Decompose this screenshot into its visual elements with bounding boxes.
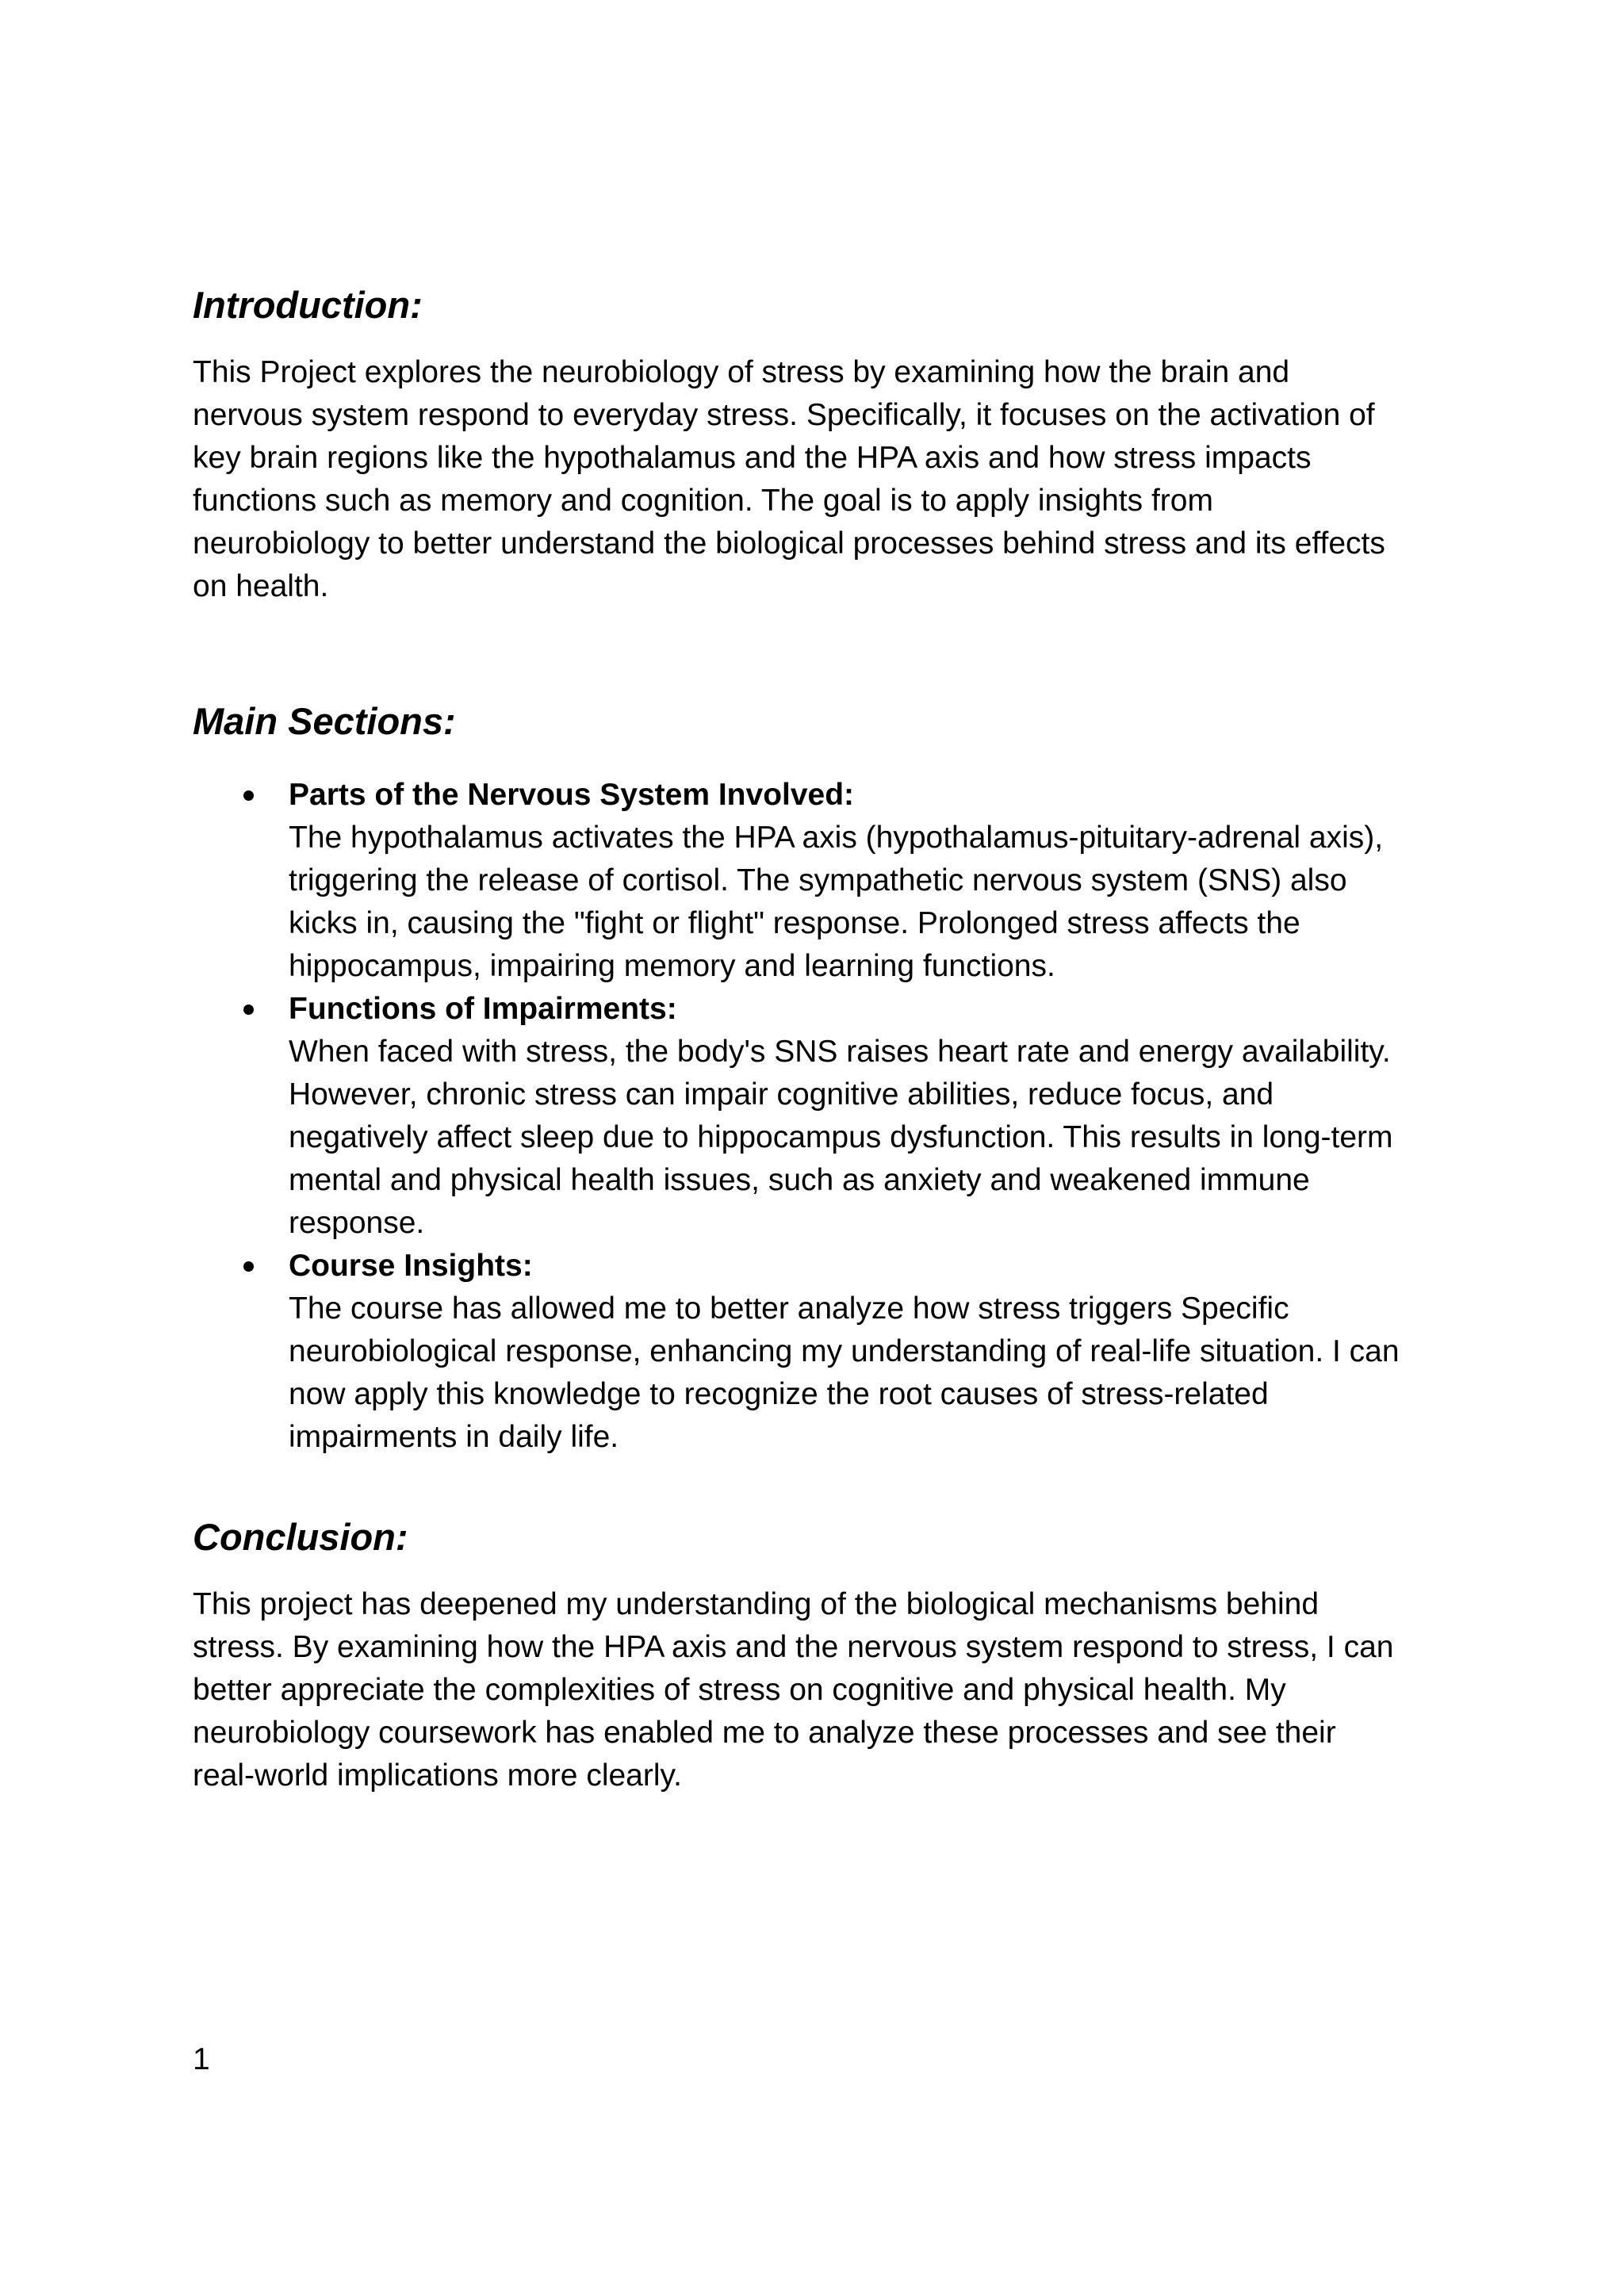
list-item-title: Functions of Impairments: [289, 992, 677, 1026]
paragraph-line: key brain regions like the hypothalamus and the HPA axis and how stress impacts [193, 441, 1312, 475]
paragraph-line: better appreciate the complexities of stress on cognitive and physical health. My [193, 1673, 1286, 1707]
bullet-icon [243, 1004, 254, 1015]
list-item-line: The hypothalamus activates the HPA axis (hypothalamus-pituitary-adrenal axis), [289, 821, 1384, 855]
conclusion-heading: Conclusion: [193, 1516, 408, 1558]
list-item-title: Course Insights: [289, 1249, 533, 1283]
paragraph-line: This project has deepened my understanding of the biological mechanisms behind [193, 1587, 1320, 1621]
main-sections-heading: Main Sections: [193, 700, 456, 742]
list-item-line: kicks in, causing the "fight or flight" response. Prolonged stress affects the [289, 906, 1300, 940]
conclusion-paragraph [193, 1583, 1493, 1797]
paragraph-line: neurobiology to better understand the biological processes behind stress and its effects [193, 526, 1385, 561]
list-item-title: Parts of the Nervous System Involved: [289, 778, 855, 812]
paragraph-line: stress. By examining how the HPA axis and the nervous system respond to stress, I can [193, 1630, 1394, 1664]
introduction-paragraph [193, 351, 1493, 608]
list-item-line: When faced with stress, the body's SNS raises heart rate and energy availability. [289, 1035, 1391, 1069]
list-item [193, 988, 1493, 1245]
main-sections-list [193, 774, 1493, 1459]
list-item [193, 774, 1493, 988]
bullet-icon [243, 790, 254, 801]
bullet-icon [243, 1261, 254, 1272]
paragraph-line: real-world implications more clearly. [193, 1758, 682, 1793]
list-item-line: now apply this knowledge to recognize the root causes of stress-related [289, 1377, 1269, 1411]
paragraph-line: neurobiology coursework has enabled me to analyze these processes and see their [193, 1716, 1336, 1750]
list-item-line: triggering the release of cortisol. The sympathetic nervous system (SNS) also [289, 863, 1347, 897]
list-item-line: mental and physical health issues, such as anxiety and weakened immune [289, 1163, 1310, 1197]
document-body [193, 281, 1493, 1797]
paragraph-line: This Project explores the neurobiology of stress by examining how the brain and [193, 355, 1290, 389]
list-item-line: impairments in daily life. [289, 1420, 619, 1454]
list-item-line: response. [289, 1206, 425, 1240]
page-number: 1 [193, 2042, 210, 2076]
paragraph-line: nervous system respond to everyday stress. Specifically, it focuses on the activation of [193, 398, 1375, 432]
list-item [193, 1245, 1493, 1459]
list-item-line: neurobiological response, enhancing my understanding of real-life situation. I can [289, 1334, 1400, 1368]
paragraph-line: on health. [193, 569, 329, 603]
list-item-line: The course has allowed me to better analyze how stress triggers Specific [289, 1292, 1289, 1326]
paragraph-line: functions such as memory and cognition. The goal is to apply insights from [193, 484, 1213, 518]
introduction-heading: Introduction: [193, 284, 423, 326]
list-item-line: negatively affect sleep due to hippocampus dysfunction. This results in long-term [289, 1120, 1393, 1154]
list-item-line: hippocampus, impairing memory and learning functions. [289, 949, 1055, 983]
list-item-line: However, chronic stress can impair cognitive abilities, reduce focus, and [289, 1077, 1274, 1112]
